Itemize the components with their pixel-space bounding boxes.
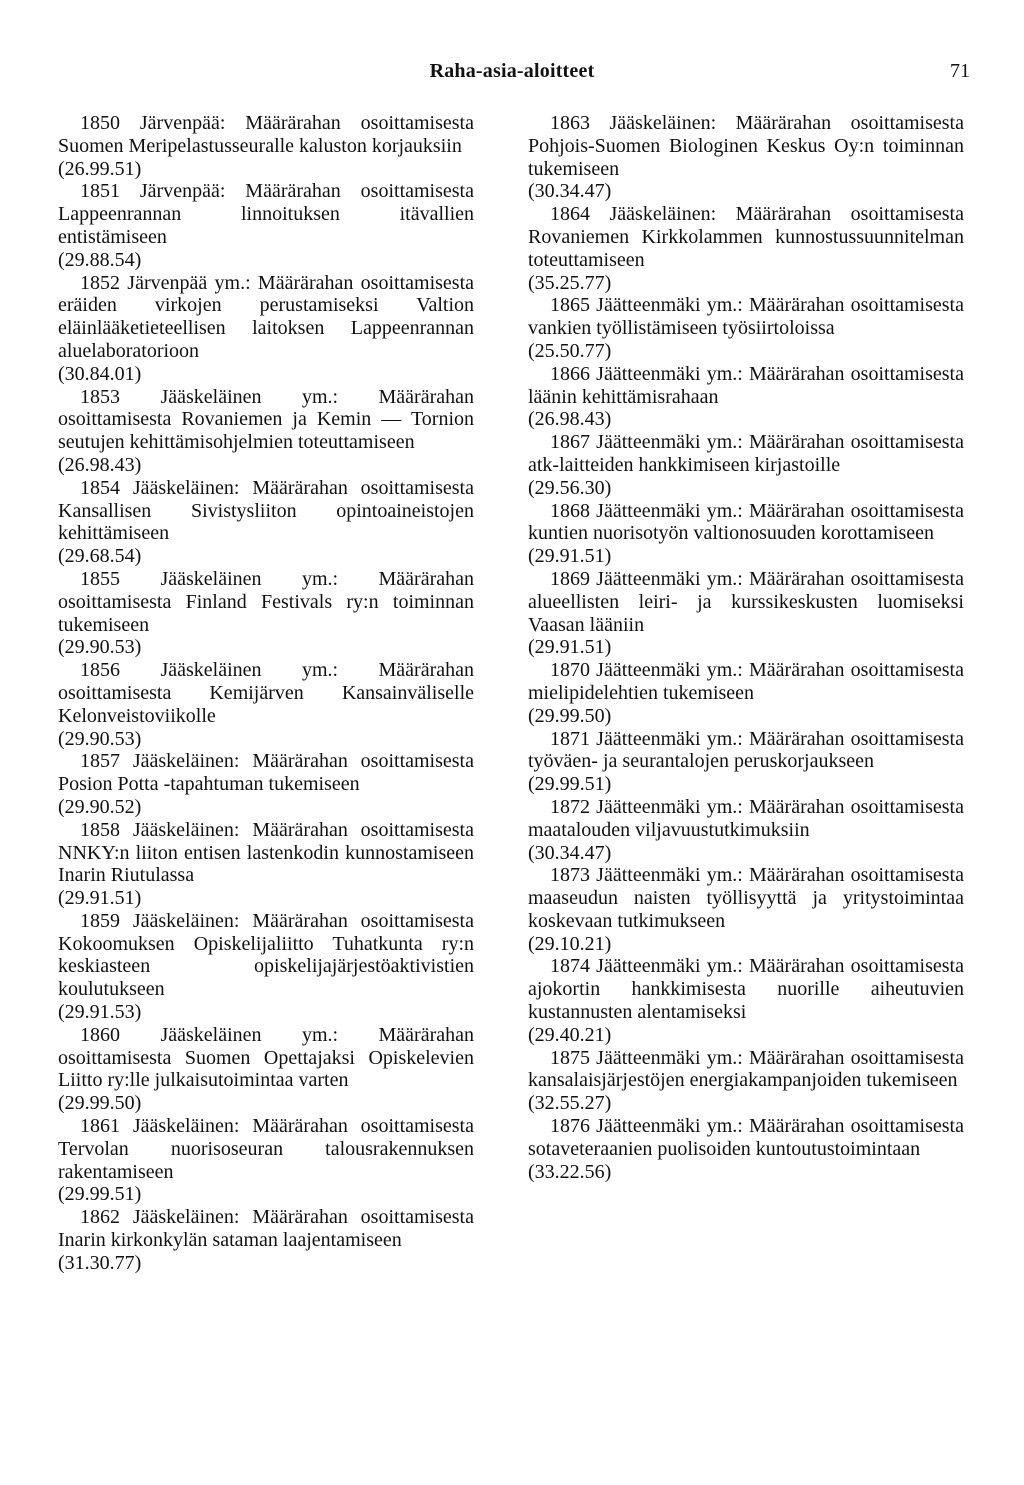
entry-text: 1865 Jäätteenmäki ym.: Määrärahan osoittamisesta vankien työllistämiseen työsiirtoloissa (528, 294, 964, 340)
entry-text: 1853 Jääskeläinen ym.: Määrärahan osoittamisesta Rovaniemen ja Kemin — Tornion seutujen kehittämisohjelmien toteuttamiseen (58, 385, 474, 454)
list-item (528, 203, 964, 294)
list-item (58, 180, 474, 271)
entry-code: (32.55.27) (528, 1092, 612, 1115)
left-column (58, 112, 474, 1275)
entry-text: 1852 Järvenpää ym.: Määrärahan osoittamisesta eräiden virkojen perustamiseksi Valtion eläinlääketieteellisen laitoksen Lappeenrannan aluelaboratorioon (58, 271, 474, 362)
entry-text: 1876 Jäätteenmäki ym.: Määrärahan osoittamisesta sotaveteraanien puolisoiden kuntoutustoimintaan (528, 1115, 964, 1160)
right-column (528, 112, 964, 1183)
entry-code: (30.84.01) (58, 362, 142, 385)
list-item (528, 431, 964, 499)
list-item (58, 386, 474, 477)
entry-text: 1859 Jääskeläinen: Määrärahan osoittamisesta Kokoomuksen Opiskelijaliitto Tuhatkunta ry:n keskiasteen opiskelijajärjestöaktivistien koulutukseen (58, 909, 474, 1001)
entry-text: 1857 Jääskeläinen: Määrärahan osoittamisesta Posion Potta -tapahtuman tukemiseen (58, 750, 474, 796)
entry-text: 1861 Jääskeläinen: Määrärahan osoittamisesta Tervolan nuorisoseuran talousrakennuksen rakentamiseen (58, 1115, 474, 1183)
list-item (528, 1115, 964, 1183)
entry-code: (29.99.51) (58, 1183, 142, 1206)
entry-code: (29.99.51) (528, 773, 612, 796)
entry-code: (35.25.77) (528, 271, 612, 294)
list-item (528, 294, 964, 362)
list-item (528, 363, 964, 431)
list-item (58, 1206, 474, 1274)
page-number: 71 (950, 60, 970, 82)
list-item (58, 568, 474, 659)
entry-code: (29.91.53) (58, 1001, 142, 1024)
entry-text: 1864 Jääskeläinen: Määrärahan osoittamisesta Rovaniemen Kirkkolammen kunnostussuunnitelman toteuttamiseen (528, 203, 964, 271)
entry-code: (29.56.30) (528, 476, 612, 499)
entry-code: (29.99.50) (58, 1092, 142, 1115)
entry-code: (29.90.53) (58, 727, 142, 750)
list-item (58, 1024, 474, 1115)
entry-code: (33.22.56) (528, 1160, 612, 1183)
running-header-title: Raha-asia-aloitteet (429, 60, 595, 82)
entry-text: 1856 Jääskeläinen ym.: Määrärahan osoittamisesta Kemijärven Kansainväliselle Kelonveistoviikolle (58, 659, 474, 727)
entry-code: (29.91.51) (528, 545, 612, 568)
list-item (528, 1047, 964, 1115)
list-item (58, 1115, 474, 1206)
entry-text: 1855 Jääskeläinen ym.: Määrärahan osoittamisesta Finland Festivals ry:n toiminnan tukemiseen (58, 567, 474, 636)
entry-code: (26.98.43) (58, 453, 142, 476)
entry-text: 1869 Jäätteenmäki ym.: Määrärahan osoittamisesta alueellisten leiri- ja kurssikeskusten luomiseksi Vaasan lääniin (528, 567, 964, 636)
entry-code: (30.34.47) (528, 841, 612, 864)
list-item (58, 910, 474, 1024)
entry-code: (29.99.50) (528, 704, 612, 727)
entry-text: 1868 Jäätteenmäki ym.: Määrärahan osoittamisesta kuntien nuorisotyön valtionosuuden korottamiseen (528, 499, 964, 545)
list-item (528, 568, 964, 659)
entry-text: 1862 Jääskeläinen: Määrärahan osoittamisesta Inarin kirkonkylän sataman laajentamiseen (58, 1206, 474, 1252)
entry-text: 1863 Jääskeläinen: Määrärahan osoittamisesta Pohjois-Suomen Biologinen Keskus Oy:n toiminnan tukemiseen (528, 112, 964, 180)
entry-code: (29.40.21) (528, 1023, 612, 1046)
entry-code: (29.10.21) (528, 932, 612, 955)
entry-code: (29.91.51) (528, 636, 612, 659)
entry-code: (31.30.77) (58, 1251, 142, 1274)
list-item (528, 112, 964, 203)
entry-text: 1851 Järvenpää: Määrärahan osoittamisesta Lappeenrannan linnoituksen itävallien entistämiseen (58, 180, 474, 248)
entry-text: 1854 Jääskeläinen: Määrärahan osoittamisesta Kansallisen Sivistysliiton opintoaineistojen kehittämiseen (58, 476, 474, 545)
entry-text: 1870 Jäätteenmäki ym.: Määrärahan osoittamisesta mielipidelehtien tukemiseen (528, 659, 964, 704)
entry-code: (29.88.54) (58, 248, 142, 271)
list-item (528, 500, 964, 568)
list-item (58, 750, 474, 818)
list-item (58, 477, 474, 568)
entry-code: (26.99.51) (58, 157, 142, 180)
entry-code: (25.50.77) (528, 339, 612, 362)
entry-text: 1867 Jäätteenmäki ym.: Määrärahan osoittamisesta atk-laitteiden hankkimiseen kirjastoille (528, 431, 964, 476)
entry-code: (29.91.51) (58, 887, 142, 910)
entry-text: 1866 Jäätteenmäki ym.: Määrärahan osoittamisesta läänin kehittämisrahaan (528, 362, 964, 408)
list-item (528, 864, 964, 955)
list-item (528, 955, 964, 1046)
entry-text: 1871 Jäätteenmäki ym.: Määrärahan osoittamisesta työväen- ja seurantalojen peruskorjaukseen (528, 727, 964, 773)
entry-text: 1860 Jääskeläinen ym.: Määrärahan osoittamisesta Suomen Opettajaksi Opiskelevien Liitto ry:lle julkaisutoimintaa varten (58, 1023, 474, 1092)
list-item (58, 112, 474, 180)
entry-code: (26.98.43) (528, 408, 612, 431)
entry-text: 1858 Jääskeläinen: Määrärahan osoittamisesta NNKY:n liiton entisen lastenkodin kunnostamiseen Inarin Riutulassa (58, 818, 474, 887)
entry-text: 1875 Jäätteenmäki ym.: Määrärahan osoittamisesta kansalaisjärjestöjen energiakampanjoiden tukemiseen (528, 1046, 964, 1092)
entry-text: 1873 Jäätteenmäki ym.: Määrärahan osoittamisesta maaseudun naisten työllisyyttä ja yritystoimintaa koskevaan tutkimukseen (528, 864, 964, 932)
entry-text: 1850 Järvenpää: Määrärahan osoittamisesta Suomen Meripelastusseuralle kaluston korjauksiin (58, 112, 474, 157)
entry-text: 1874 Jäätteenmäki ym.: Määrärahan osoittamisesta ajokortin hankkimisesta nuorille aiheutuvien kustannusten alentamiseksi (528, 955, 964, 1024)
list-item (528, 796, 964, 864)
entry-code: (30.34.47) (528, 180, 612, 203)
entry-code: (29.68.54) (58, 545, 142, 568)
list-item (528, 728, 964, 796)
list-item (58, 272, 474, 386)
list-item (58, 819, 474, 910)
entry-code: (29.90.53) (58, 636, 142, 659)
list-item (58, 659, 474, 750)
list-item (528, 659, 964, 727)
entry-code: (29.90.52) (58, 795, 142, 818)
entry-text: 1872 Jäätteenmäki ym.: Määrärahan osoittamisesta maatalouden viljavuustutkimuksiin (528, 795, 964, 841)
